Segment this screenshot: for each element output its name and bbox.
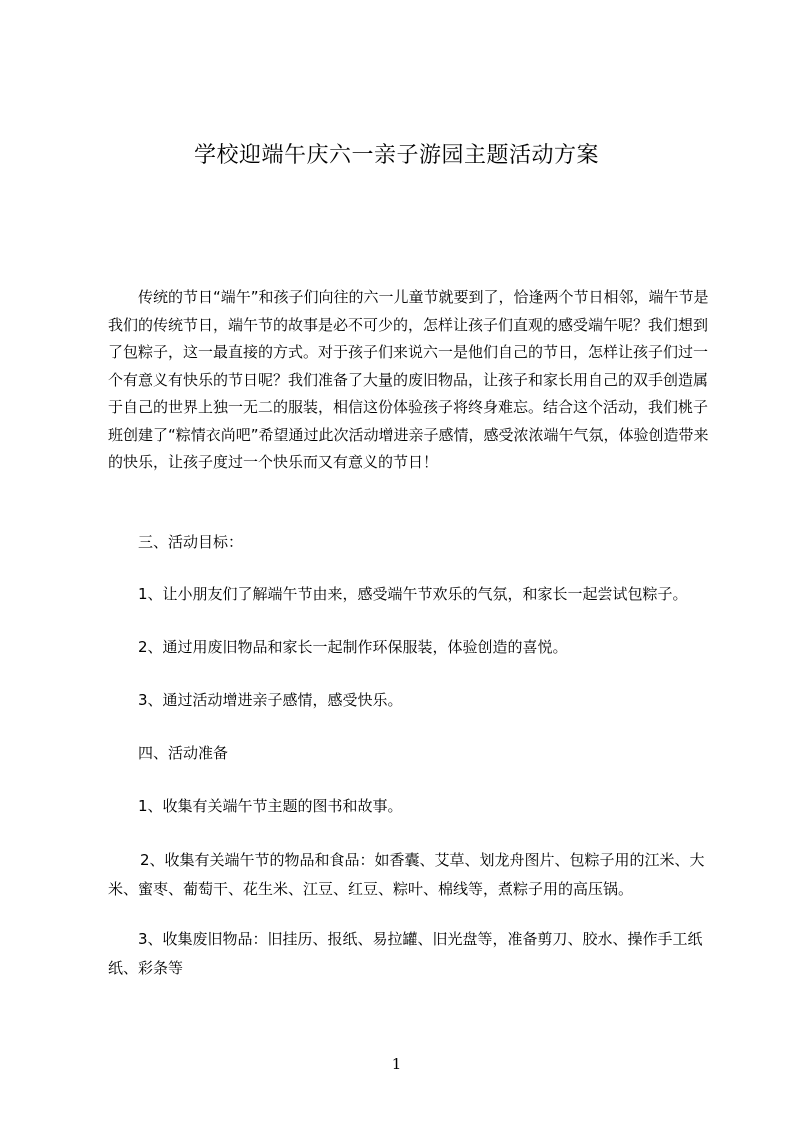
section4-item-1: 1、收集有关端午节主题的图书和故事。 bbox=[138, 797, 403, 815]
section4-item-2-text: 2、收集有关端午节的物品和食品：如香囊、艾草、划龙舟图片、包粽子用的江米、大米、蜜枣、葡萄干、花生米、江豆、红豆、粽叶、棉线等，煮粽子用的高压锅。 bbox=[108, 851, 705, 898]
intro-paragraph bbox=[108, 284, 718, 477]
section4-item-3-text: 3、收集废旧物品：旧挂历、报纸、易拉罐、旧光盘等，准备剪刀、胶水、操作手工纸纸、彩条等 bbox=[108, 930, 703, 977]
document-title: 学校迎端午庆六一亲子游园主题活动方案 bbox=[193, 143, 599, 168]
page-number: 1 bbox=[391, 1055, 402, 1073]
section3-item-1: 1、让小朋友们了解端午节由来，感受端午节欢乐的气氛，和家长一起尝试包粽子。 bbox=[138, 585, 688, 603]
section4-item-2 bbox=[108, 846, 723, 904]
section3-item-2: 2、通过用废旧物品和家长一起制作环保服装，体验创造的喜悦。 bbox=[138, 638, 568, 656]
section4-item-3 bbox=[108, 925, 708, 983]
section4-heading: 四、活动准备 bbox=[138, 744, 229, 762]
intro-text: 传统的节日“端午”和孩子们向往的六一儿童节就要到了，恰逢两个节日相邻，端午节是我们的传统节日，端午节的故事是必不可少的，怎样让孩子们直观的感受端午呢？我们想到了包粽子，这一最直接的方式。对于孩子们来说六一是他们自己的节日，怎样让孩子们过一个有意义有快乐的节日呢？我们准备了大量的废旧物品，让孩子和家长用自己的双手创造属于自己的世界上独一无二的服装，相信这份体验孩子将终身难忘。结合这个活动，我们桃子班创建了“粽情衣尚吧”希望通过此次活动增进亲子感情，感受浓浓端午气氛，体验创造带来的快乐，让孩子度过一个快乐而又有意义的节日！ bbox=[108, 288, 709, 471]
section3-heading: 三、活动目标： bbox=[138, 533, 244, 551]
section3-item-3: 3、通过活动增进亲子感情，感受快乐。 bbox=[138, 691, 403, 709]
